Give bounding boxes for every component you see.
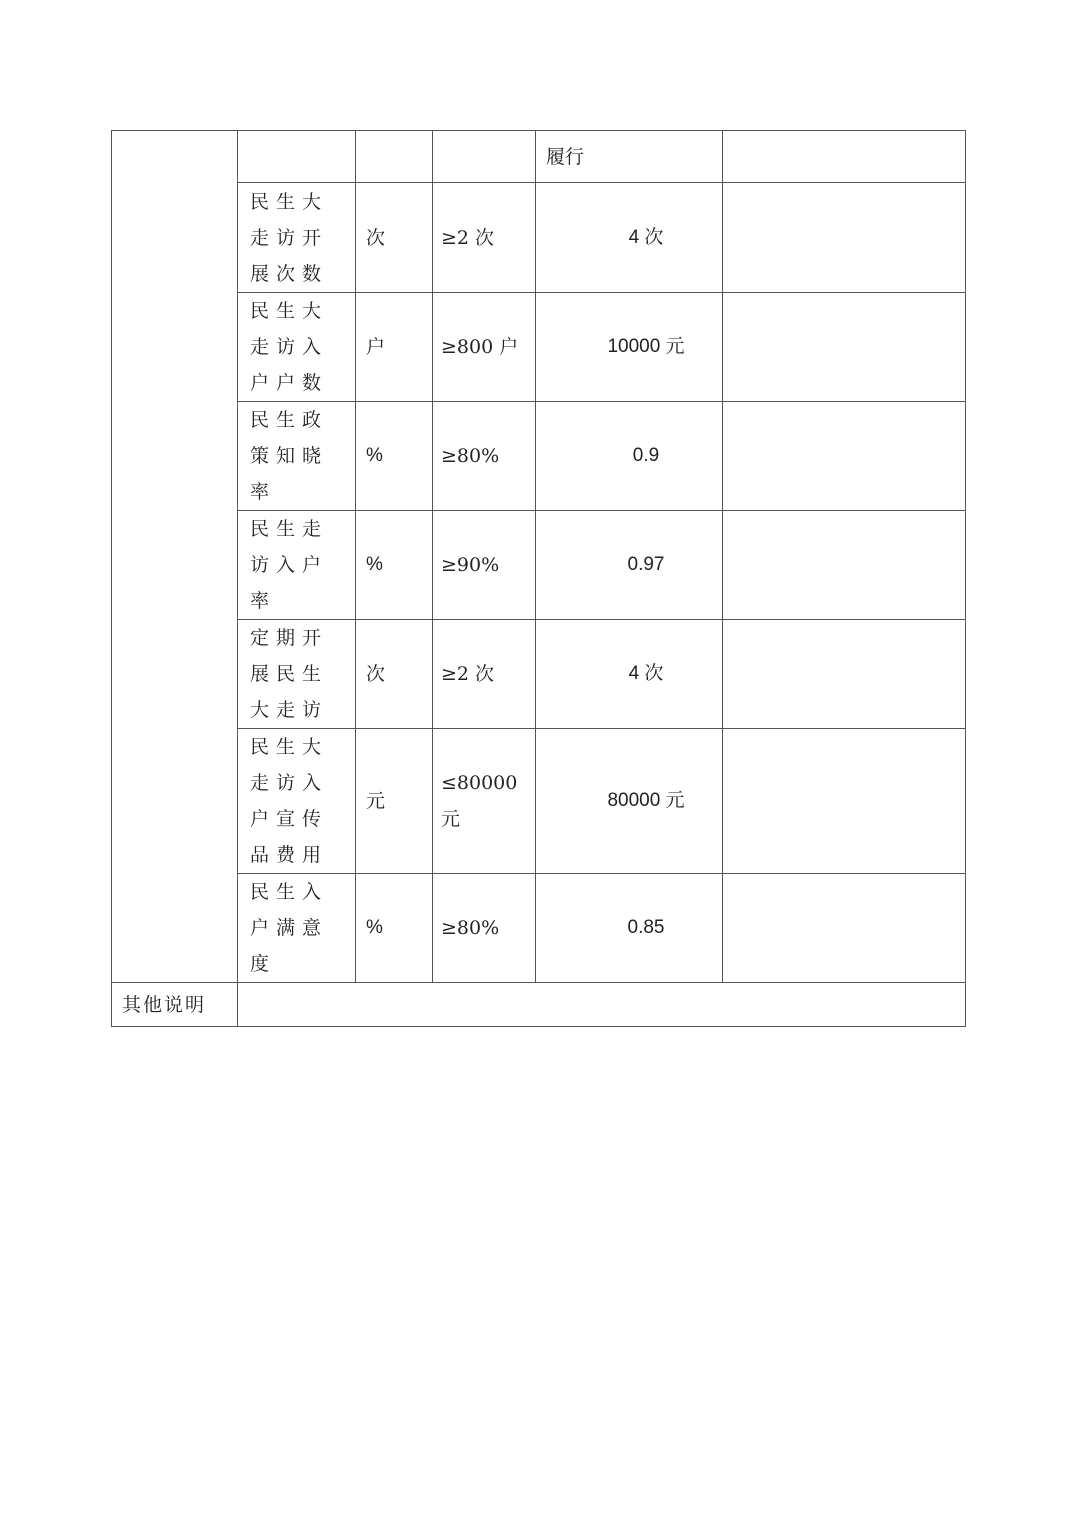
other-notes-row [112, 983, 966, 1027]
table-row [112, 131, 966, 183]
unit-cell: 户 [356, 293, 433, 402]
remark-cell [723, 511, 966, 620]
indicator-cell [238, 131, 356, 183]
target-cell: ≤80000 元 [433, 729, 536, 874]
indicator-cell: 民生政策知晓率 [238, 402, 356, 511]
indicator-cell: 民生大走访开展次数 [238, 183, 356, 293]
remark-cell [723, 620, 966, 729]
other-notes-label: 其他说明 [112, 983, 238, 1027]
target-cell: ≥80% [433, 874, 536, 983]
actual-cell: 0.85 [536, 874, 723, 983]
table-row [112, 402, 966, 511]
indicator-cell: 民生入户满意度 [238, 874, 356, 983]
actual-cell [536, 131, 723, 183]
unit-cell: % [356, 874, 433, 983]
indicator-cell: 民生大走访入户宣传品费用 [238, 729, 356, 874]
performance-table [111, 130, 966, 1027]
indicator-cell: 民生大走访入户户数 [238, 293, 356, 402]
target-cell: ≥2 次 [433, 620, 536, 729]
table-row [112, 729, 966, 874]
actual-cell: 0.9 [536, 402, 723, 511]
table-row [112, 293, 966, 402]
table-row [112, 874, 966, 983]
table-row [112, 183, 966, 293]
remark-cell [723, 131, 966, 183]
target-cell: ≥90% [433, 511, 536, 620]
unit-cell: 次 [356, 620, 433, 729]
actual-text: 履行 [546, 145, 585, 168]
unit-cell: % [356, 511, 433, 620]
indicator-cell: 民生走访入户率 [238, 511, 356, 620]
actual-cell: 4 次 [536, 620, 723, 729]
actual-cell: 0.97 [536, 511, 723, 620]
target-cell: ≥80% [433, 402, 536, 511]
remark-cell [723, 402, 966, 511]
other-notes-value [238, 983, 966, 1027]
actual-cell: 10000 元 [536, 293, 723, 402]
unit-cell: % [356, 402, 433, 511]
remark-cell [723, 729, 966, 874]
category-cell [112, 131, 238, 983]
table-row [112, 511, 966, 620]
unit-cell: 元 [356, 729, 433, 874]
target-cell [433, 131, 536, 183]
remark-cell [723, 874, 966, 983]
target-cell: ≥2 次 [433, 183, 536, 293]
remark-cell [723, 183, 966, 293]
target-cell: ≥800 户 [433, 293, 536, 402]
actual-cell: 4 次 [536, 183, 723, 293]
table-row [112, 620, 966, 729]
unit-cell [356, 131, 433, 183]
remark-cell [723, 293, 966, 402]
actual-cell: 80000 元 [536, 729, 723, 874]
indicator-cell: 定期开展民生大走访 [238, 620, 356, 729]
unit-cell: 次 [356, 183, 433, 293]
